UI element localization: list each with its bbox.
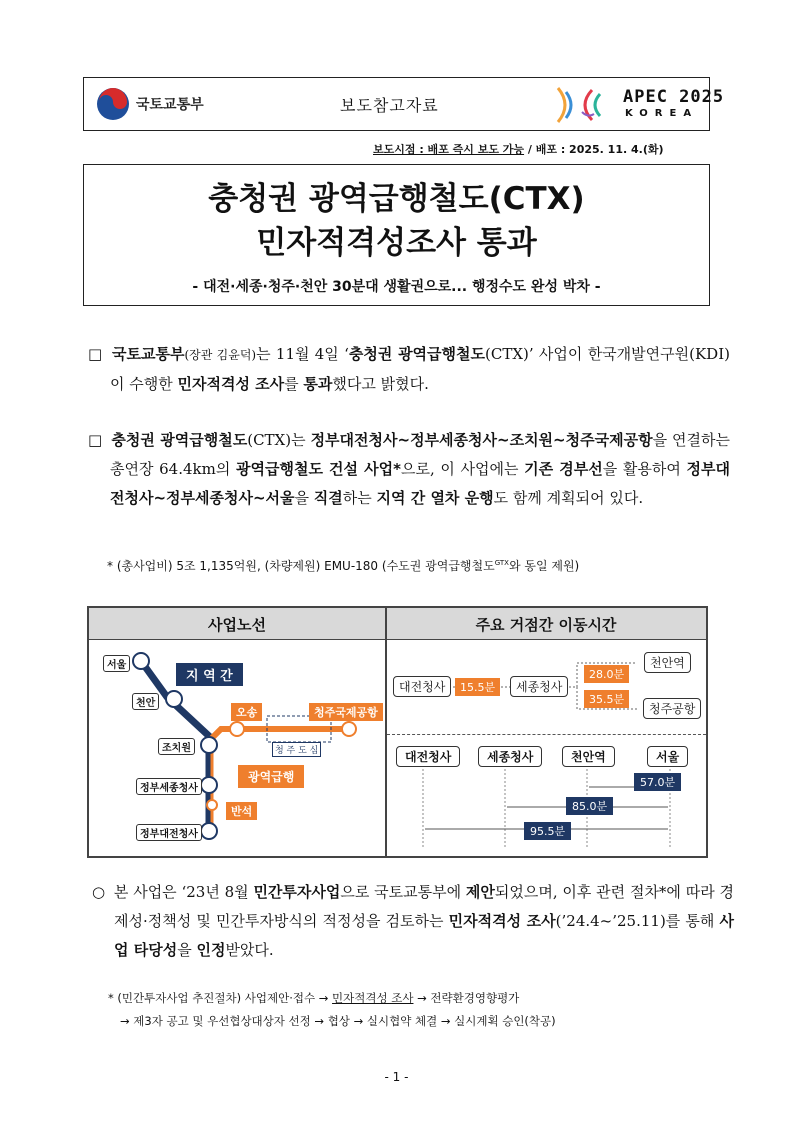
text: 받았다. bbox=[225, 941, 274, 959]
text-bold: 충청권 광역급행철도 bbox=[111, 431, 248, 449]
map-label-sejong: 정부세종청사 bbox=[136, 778, 202, 795]
apec-logo-icon bbox=[552, 84, 612, 126]
release-info bbox=[373, 141, 664, 157]
times-col-daejeon: 대전청사 bbox=[396, 746, 460, 767]
text: 으로 국토교통부에 bbox=[340, 883, 466, 901]
figure-header-route: 사업노선 bbox=[208, 616, 266, 634]
text-bold: 국토교통부 bbox=[112, 345, 185, 363]
map-label-osong: 오송 bbox=[231, 703, 262, 721]
release-date: 배포 : 2025. 11. 4.(화) bbox=[535, 143, 664, 156]
ministry-logo-icon bbox=[96, 87, 130, 121]
page-number: - 1 - bbox=[384, 1070, 409, 1084]
text-bold: 민자적격성 조사 bbox=[448, 912, 556, 930]
station-airport bbox=[342, 722, 356, 736]
map-label-cheonan: 천안 bbox=[132, 693, 159, 710]
document-type: 보도참고자료 bbox=[340, 96, 439, 115]
text: 했다고 밝혔다. bbox=[332, 375, 429, 393]
footnote-text: * (총사업비) 5조 1,135억원, (차량제원) EMU-180 (수도권 광역급행철도 bbox=[107, 559, 495, 573]
map-label-regional: 지 역 간 bbox=[176, 663, 243, 686]
times-node-sejong: 세종청사 bbox=[510, 676, 568, 697]
station-sejong bbox=[201, 777, 217, 793]
text-small: (장관 김윤덕) bbox=[184, 348, 257, 362]
text-bold: 민간투자사업 bbox=[253, 883, 341, 901]
times-value-sejong-cheonan: 28.0분 bbox=[584, 665, 629, 683]
page-subtitle: - 대전·세종·청주·천안 30분대 생활권으로... 행정수도 완성 박차 - bbox=[192, 279, 601, 295]
apec-title: APEC 2025 bbox=[623, 87, 725, 107]
text: 를 bbox=[284, 375, 304, 393]
text-bold: 제안 bbox=[465, 883, 495, 901]
times-value-sejong-seoul: 85.0분 bbox=[566, 797, 613, 815]
footnote-text: → 전략환경영향평가 bbox=[413, 991, 520, 1005]
apec-subtitle: KOREA bbox=[625, 108, 699, 119]
station-cheonan bbox=[166, 691, 182, 707]
times-value-daejeon-seoul: 95.5분 bbox=[524, 822, 571, 840]
times-col-sejong: 세종청사 bbox=[478, 746, 542, 767]
station-jochiwon bbox=[201, 737, 217, 753]
text: 되었으며, 이후 관련 절차*에 따라 경제성·정책성 및 민간투자방식의 적정성을 검토하는 bbox=[114, 883, 734, 930]
text-bold: 기존 경부선 bbox=[524, 460, 603, 478]
text-bold: 인정 bbox=[196, 941, 226, 959]
checkbox-bullet: □ bbox=[88, 345, 103, 363]
text-bold: 정부대전청사~정부세종청사~조치원~청주국제공항 bbox=[310, 431, 653, 449]
map-label-express: 광역급행 bbox=[238, 765, 304, 788]
text-bold: 충청권 광역급행철도 bbox=[348, 345, 486, 363]
map-label-bangseok: 반석 bbox=[226, 802, 257, 820]
map-label-seoul: 서울 bbox=[103, 655, 130, 672]
map-label-jochiwon: 조치원 bbox=[158, 738, 195, 755]
text: 을 bbox=[294, 489, 314, 507]
paragraph-1 bbox=[88, 340, 730, 399]
station-seoul bbox=[133, 653, 149, 669]
footnote-sup: GTX bbox=[494, 559, 509, 567]
text: 하는 bbox=[342, 489, 377, 507]
times-node-daejeon: 대전청사 bbox=[393, 676, 451, 697]
times-node-cheonan: 천안역 bbox=[644, 652, 691, 673]
map-label-daejeon: 정부대전청사 bbox=[136, 824, 202, 841]
footnote-text: 와 동일 제원) bbox=[508, 559, 580, 573]
figure-header-times: 주요 거점간 이동시간 bbox=[475, 616, 617, 634]
paragraph-3 bbox=[88, 878, 734, 965]
text-bold: 민자적격성 조사 bbox=[177, 375, 285, 393]
station-daejeon bbox=[201, 823, 217, 839]
map-label-downtown: 청 주 도 심 bbox=[272, 742, 321, 757]
text: 을 bbox=[177, 941, 197, 959]
text-bold: 지역 간 열차 운행 bbox=[376, 489, 494, 507]
times-col-seoul: 서울 bbox=[647, 746, 688, 767]
station-bangseok bbox=[207, 800, 217, 810]
text: (’24.4~’25.11)를 통해 bbox=[555, 912, 720, 930]
release-separator: / bbox=[524, 143, 536, 156]
times-node-airport: 청주공항 bbox=[643, 698, 701, 719]
times-col-cheonan: 천안역 bbox=[562, 746, 615, 767]
text-bold: 정부대전청사~정부세종청사~서울 bbox=[110, 460, 730, 507]
text: 을 활용하여 bbox=[602, 460, 687, 478]
release-timing: 보도시점 : 배포 즉시 보도 가능 bbox=[373, 143, 525, 156]
footnote-text: * (민간투자사업 추진절차) 사업제안·접수 → bbox=[108, 991, 333, 1005]
text-bold: 직결 bbox=[313, 489, 343, 507]
text: (CTX)’ 사업이 한국개발연구원(KDI)이 수행한 bbox=[110, 345, 730, 393]
times-value-sejong-airport: 35.5분 bbox=[584, 690, 629, 708]
text: 본 사업은 ‘23년 8월 bbox=[113, 883, 254, 901]
ministry-name: 국토교통부 bbox=[136, 97, 204, 113]
text-bold: 사업 타당성 bbox=[114, 912, 735, 959]
station-osong bbox=[230, 722, 244, 736]
footnote-1 bbox=[107, 557, 579, 574]
footnote-2-line1 bbox=[108, 990, 718, 1006]
times-value-daejeon-sejong: 15.5분 bbox=[455, 678, 500, 696]
text: 도 함께 계획되어 있다. bbox=[493, 489, 644, 507]
times-value-cheonan-seoul: 57.0분 bbox=[634, 773, 681, 791]
circle-bullet: ○ bbox=[92, 883, 106, 901]
footnote-2-line2: → 제3자 공고 및 우선협상대상자 선정 → 협상 → 실시협약 체결 → 실시계획 승인(착공) bbox=[120, 1014, 556, 1028]
text: 으로, 이 사업에는 bbox=[400, 460, 525, 478]
text: 는 11월 4일 ‘ bbox=[256, 345, 349, 363]
page-title-line2: 민자적격성조사 통과 bbox=[256, 225, 537, 261]
checkbox-bullet: □ bbox=[88, 431, 103, 449]
footnote-underlined: 민자적격성 조사 bbox=[332, 991, 414, 1005]
paragraph-2 bbox=[88, 426, 730, 513]
map-label-airport: 청주국제공항 bbox=[309, 703, 383, 721]
text: 을 연결하는 총연장 64.4km의 bbox=[110, 431, 730, 478]
page-title-line1: 충청권 광역급행철도(CTX) bbox=[208, 181, 585, 217]
text: (CTX)는 bbox=[247, 431, 311, 449]
text-bold: 통과 bbox=[303, 375, 333, 393]
text-bold: 광역급행철도 건설 사업* bbox=[236, 460, 401, 478]
